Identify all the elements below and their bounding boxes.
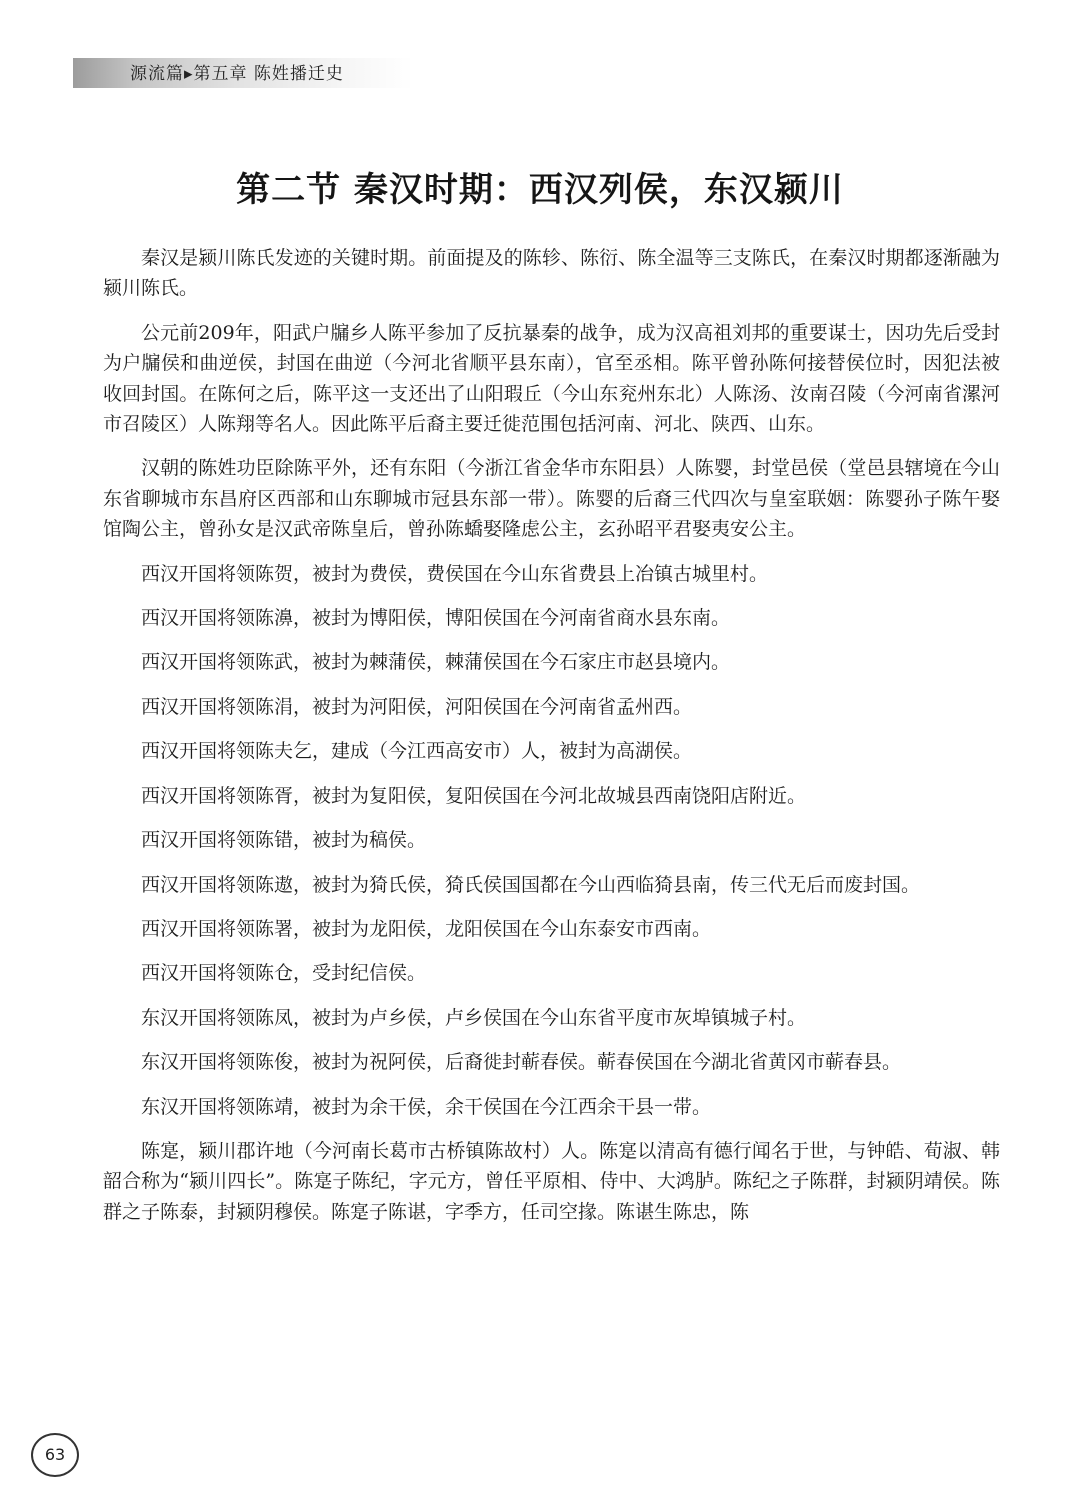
- paragraph: 东汉开国将领陈凤，被封为卢乡侯，卢乡侯国在今山东省平度市灰埠镇城子村。: [141, 1006, 807, 1029]
- section-title: 第二节 秦汉时期：西汉列侯，东汉颍川: [236, 170, 844, 210]
- paragraph: 西汉开国将领陈夫乞，建成（今江西高安市）人，被封为高湖侯。: [141, 740, 693, 763]
- paragraph: 汉朝的陈姓功臣除陈平外，还有东阳（今浙江省金华市东阳县）人陈婴，封堂邑侯（堂邑县辖境在今山东省聊城市东昌府区西部和山东聊城市冠县东部一带）。陈婴的后裔三代四次与皇室联姻：陈婴孙子陈午娶馆陶公主，曾孙女是汉武帝陈皇后，曾孙陈蟜娶隆虑公主，玄孙昭平君娶夷安公主。: [103, 457, 1000, 541]
- paragraph: 西汉开国将领陈贺，被封为费侯，费侯国在今山东省费县上冶镇古城里村。: [141, 562, 769, 585]
- paragraph: 西汉开国将领陈署，被封为龙阳侯，龙阳侯国在今山东泰安市西南。: [141, 917, 712, 940]
- paragraph: 东汉开国将领陈靖，被封为余干侯，余干侯国在今江西余干县一带。: [141, 1095, 712, 1118]
- paragraph: 西汉开国将领陈武，被封为棘蒲侯，棘蒲侯国在今石家庄市赵县境内。: [141, 651, 731, 674]
- body-text: [103, 243, 1000, 1227]
- paragraph: 西汉开国将领陈胥，被封为复阳侯，复阳侯国在今河北故城县西南饶阳店附近。: [141, 784, 807, 807]
- paragraph: 西汉开国将领陈仓，受封纪信侯。: [141, 962, 427, 985]
- paragraph: 西汉开国将领陈涓，被封为河阳侯，河阳侯国在今河南省孟州西。: [141, 695, 693, 718]
- paragraph: 陈寔，颍川郡许地（今河南长葛市古桥镇陈故村）人。陈寔以清高有德行闻名于世，与钟皓、荀淑、韩韶合称为“颍川四长”。陈寔子陈纪，字元方，曾任平原相、侍中、大鸿胪。陈纪之子陈群，封颍阴靖侯。陈群之子陈泰，封颍阴穆侯。陈寔子陈谌，字季方，任司空掾。陈谌生陈忠，陈: [103, 1139, 1000, 1223]
- paragraph: 东汉开国将领陈俊，被封为祝阿侯，后裔徙封蕲春侯。蕲春侯国在今湖北省黄冈市蕲春县。: [141, 1051, 902, 1074]
- paragraph: 公元前209年，阳武户牖乡人陈平参加了反抗暴秦的战争，成为汉高祖刘邦的重要谋士，因功先后受封为户牖侯和曲逆侯，封国在曲逆（今河北省顺平县东南），官至丞相。陈平曾孙陈何接替侯位时，因犯法被收回封国。在陈何之后，陈平这一支还出了山阳瑕丘（今山东兖州东北）人陈汤、汝南召陵（今河南省漯河市召陵区）人陈翔等名人。因此陈平后裔主要迁徙范围包括河南、河北、陕西、山东。: [103, 321, 1000, 436]
- running-header: 源流篇▸第五章 陈姓播迁史: [130, 64, 344, 84]
- paragraph: 秦汉是颍川陈氏发迹的关键时期。前面提及的陈轸、陈衍、陈全温等三支陈氏，在秦汉时期都逐渐融为颍川陈氏。: [103, 247, 1000, 300]
- paragraph: 西汉开国将领陈濞，被封为博阳侯，博阳侯国在今河南省商水县东南。: [141, 607, 731, 630]
- paragraph: 西汉开国将领陈遨，被封为猗氏侯，猗氏侯国国都在今山西临猗县南，传三代无后而废封国。: [141, 873, 921, 896]
- page-number: 63: [31, 1433, 79, 1477]
- paragraph: 西汉开国将领陈错，被封为稿侯。: [141, 829, 427, 852]
